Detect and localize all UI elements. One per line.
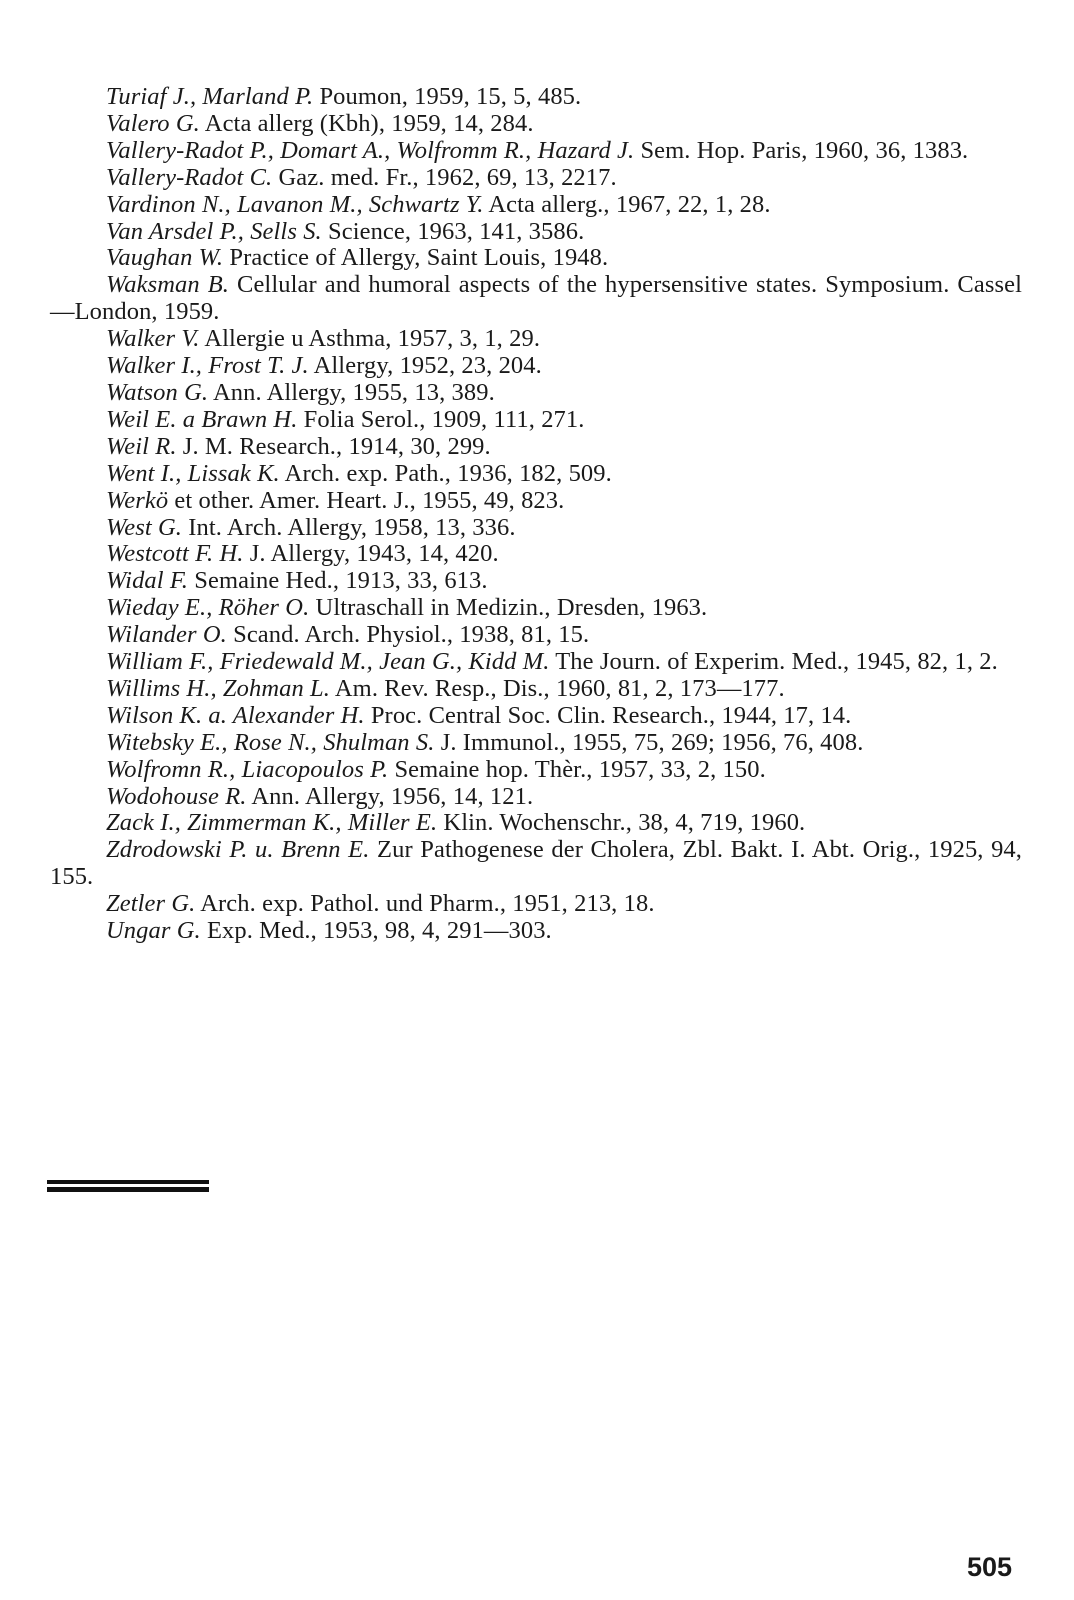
reference-authors: Valero G.	[106, 109, 200, 137]
reference-entry	[50, 111, 1022, 138]
reference-authors: Vallery-Radot C.	[106, 163, 273, 191]
end-rule-divider	[47, 1180, 209, 1184]
reference-text: Ultraschall in Medizin., Dresden, 1963.	[309, 594, 708, 622]
reference-authors: Waksman B.	[106, 271, 230, 299]
reference-authors: Zetler G.	[106, 890, 196, 918]
reference-authors: Walker V.	[106, 325, 200, 353]
reference-entry	[50, 837, 1022, 891]
reference-entry	[50, 891, 1022, 918]
reference-entry	[50, 219, 1022, 246]
reference-entry	[50, 595, 1022, 622]
reference-entry	[50, 622, 1022, 649]
reference-entry	[50, 84, 1022, 111]
reference-entry	[50, 192, 1022, 219]
reference-entry	[50, 541, 1022, 568]
reference-authors: Willims H., Zohman L.	[106, 674, 330, 702]
reference-entry	[50, 138, 1022, 165]
reference-entry	[50, 165, 1022, 192]
reference-text: J. Immunol., 1955, 75, 269; 1956, 76, 408.	[434, 728, 864, 756]
reference-list	[50, 84, 1022, 945]
reference-authors: Vaughan W.	[106, 244, 224, 272]
reference-text: Practice of Allergy, Saint Louis, 1948.	[223, 244, 609, 272]
reference-authors: Wodohouse R.	[106, 782, 247, 810]
reference-entry	[50, 918, 1022, 945]
reference-authors: Wilander O.	[106, 621, 227, 649]
reference-text: Zur Pathogenese der Cholera, Zbl. Bakt. I. Abt. Orig., 1925, 94, 155.	[50, 836, 1023, 891]
reference-text: Semaine Hed., 1913, 33, 613.	[188, 567, 488, 595]
reference-text: J. Allergy, 1943, 14, 420.	[243, 540, 499, 568]
reference-entry	[50, 353, 1022, 380]
reference-entry	[50, 810, 1022, 837]
reference-text: Ann. Allergy, 1956, 14, 121.	[246, 782, 534, 810]
reference-authors: Zack I., Zimmerman K., Miller E.	[106, 809, 438, 837]
reference-text: Arch. exp. Pathol. und Pharm., 1951, 213, 18.	[195, 890, 655, 918]
reference-authors: William F., Friedewald M., Jean G., Kidd M.	[106, 648, 550, 676]
reference-authors: West G.	[106, 513, 183, 541]
end-rule-divider	[47, 1187, 209, 1192]
reference-authors: Went I., Lissak K.	[106, 459, 280, 487]
reference-entry	[50, 568, 1022, 595]
reference-entry	[50, 245, 1022, 272]
reference-entry	[50, 676, 1022, 703]
reference-text: Acta allerg (Kbh), 1959, 14, 284.	[199, 109, 534, 137]
reference-entry	[50, 757, 1022, 784]
reference-text: J. M. Research., 1914, 30, 299.	[176, 432, 491, 460]
reference-text: Ann. Allergy, 1955, 13, 389.	[208, 378, 495, 406]
reference-text: Semaine hop. Thèr., 1957, 33, 2, 150.	[388, 755, 766, 783]
reference-text: Klin. Wochenschr., 38, 4, 719, 1960.	[437, 809, 806, 837]
reference-entry	[50, 649, 1022, 676]
page-number: 505	[966, 1552, 1012, 1582]
reference-authors: Watson G.	[106, 378, 209, 406]
reference-entry	[50, 784, 1022, 811]
reference-authors: Widal F.	[106, 567, 189, 595]
reference-authors: Vallery-Radot P., Domart A., Wolfromm R., Hazard J.	[106, 136, 635, 164]
reference-text: Scand. Arch. Physiol., 1938, 81, 15.	[226, 621, 590, 649]
reference-authors: Vardinon N., Lavanon M., Schwartz Y.	[106, 190, 484, 218]
reference-text: Allergy, 1952, 23, 204.	[308, 352, 542, 380]
reference-authors: Westcott F. H.	[106, 540, 244, 568]
reference-text: Arch. exp. Path., 1936, 182, 509.	[279, 459, 612, 487]
reference-authors: Turiaf J., Marland P.	[106, 83, 314, 110]
reference-text: Allergie u Asthma, 1957, 3, 1, 29.	[199, 325, 541, 353]
reference-text: The Journ. of Experim. Med., 1945, 82, 1, 2.	[549, 648, 998, 676]
reference-entry	[50, 326, 1022, 353]
reference-authors: Weil E. a Brawn H.	[106, 405, 298, 433]
reference-authors: Zdrodowski P. u. Brenn E.	[106, 836, 370, 864]
reference-authors: Werkö	[106, 486, 169, 514]
reference-authors: Wieday E., Röher O.	[106, 594, 310, 622]
reference-text: Poumon, 1959, 15, 5, 485.	[313, 83, 582, 110]
reference-text: Proc. Central Soc. Clin. Research., 1944, 17, 14.	[364, 701, 852, 729]
reference-text: Science, 1963, 141, 3586.	[321, 217, 585, 245]
reference-text: Acta allerg., 1967, 22, 1, 28.	[483, 190, 771, 218]
reference-text: Gaz. med. Fr., 1962, 69, 13, 2217.	[272, 163, 617, 191]
reference-entry	[50, 461, 1022, 488]
reference-entry	[50, 380, 1022, 407]
reference-authors: Weil R.	[106, 432, 177, 460]
reference-text: Exp. Med., 1953, 98, 4, 291—303.	[200, 917, 552, 945]
reference-entry	[50, 272, 1022, 326]
reference-authors: Witebsky E., Rose N., Shulman S.	[106, 728, 435, 756]
reference-authors: Wolfromn R., Liacopoulos P.	[106, 755, 389, 783]
reference-authors: Van Arsdel P., Sells S.	[106, 217, 322, 245]
reference-entry	[50, 515, 1022, 542]
reference-authors: Wilson K. a. Alexander H.	[106, 701, 365, 729]
reference-entry	[50, 703, 1022, 730]
reference-authors: Walker I., Frost T. J.	[106, 352, 309, 380]
reference-entry	[50, 730, 1022, 757]
reference-text: Int. Arch. Allergy, 1958, 13, 336.	[182, 513, 516, 541]
reference-text: Folia Serol., 1909, 111, 271.	[297, 405, 585, 433]
reference-text: Cellular and humoral aspects of the hypersensitive states. Symposium. Cassel—London, 1959.	[50, 271, 1022, 326]
reference-entry	[50, 407, 1022, 434]
reference-authors: Ungar G.	[106, 917, 201, 945]
reference-text: et other. Amer. Heart. J., 1955, 49, 823.	[168, 486, 565, 514]
reference-text: Am. Rev. Resp., Dis., 1960, 81, 2, 173—177.	[330, 674, 785, 702]
reference-text: Sem. Hop. Paris, 1960, 36, 1383.	[634, 136, 969, 164]
reference-entry	[50, 488, 1022, 515]
reference-entry	[50, 434, 1022, 461]
